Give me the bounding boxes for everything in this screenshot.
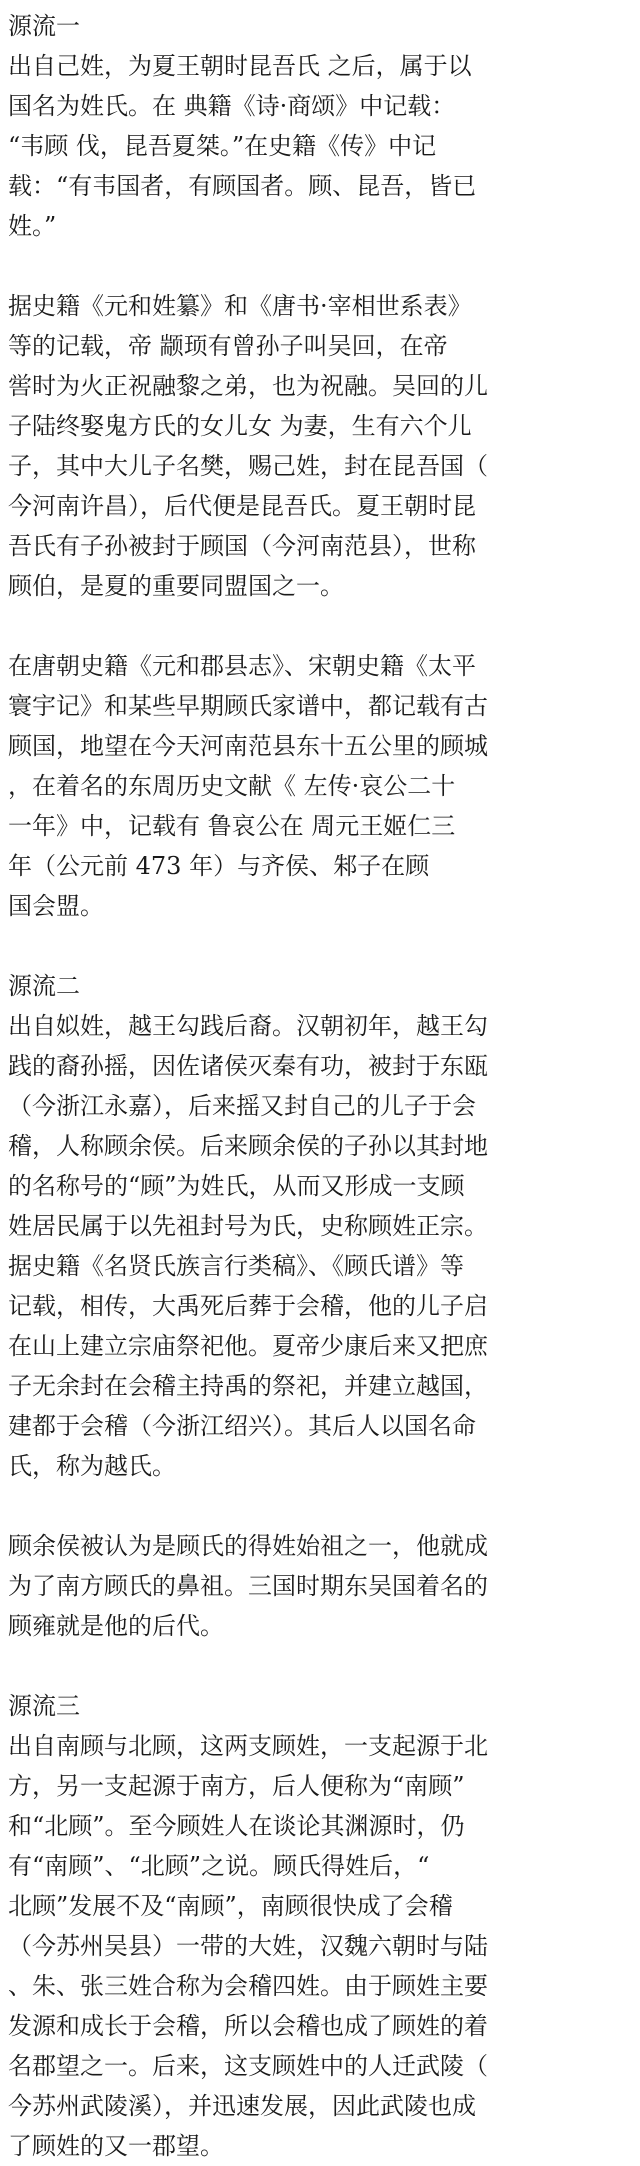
text-line: 国名为姓氏。在 典籍《诗·商颂》中记载： (8, 92, 456, 120)
text-line: 据史籍《元和姓纂》和《唐书·宰相世系表》 (8, 292, 472, 320)
paragraph-gap (8, 606, 632, 646)
text-line: 子无余封在会稽主持禹的祭祀，并建立越国， (8, 1372, 488, 1400)
text-line: 、朱、张三姓合称为会稽四姓。由于顾姓主要 (8, 1972, 488, 2000)
text-line: 子陆终娶鬼方氏的女儿女 为妻，生有六个儿 (8, 412, 472, 440)
text-line: 年（公元前 473 年）与齐侯、邾子在顾 (8, 852, 430, 880)
text-line: 出自南顾与北顾，这两支顾姓，一支起源于北 (8, 1732, 488, 1760)
section-heading: 源流三 (8, 1692, 80, 1720)
text-line: 吾氏有子孙被封于顾国（今河南范县），世称 (8, 532, 476, 560)
text-line: 记载，相传，大禹死后葬于会稽，他的儿子启 (8, 1292, 488, 1320)
text-line: ，在着名的东周历史文献《 左传·哀公二十 (8, 772, 456, 800)
text-line: 寰宇记》和某些早期顾氏家谱中，都记载有古 (8, 692, 488, 720)
text-line: 今河南许昌），后代便是昆吾氏。夏王朝时昆 (8, 492, 476, 520)
section-heading: 源流一 (8, 12, 80, 40)
text-line: 为了南方顾氏的鼻祖。三国时期东吴国着名的 (8, 1572, 488, 1600)
paragraph-gap (8, 246, 632, 286)
section-2 (8, 966, 632, 1646)
text-line: 和“北顾”。至今顾姓人在谈论其渊源时，仍 (8, 1812, 465, 1840)
text-line: 发源和成长于会稽，所以会稽也成了顾姓的着 (8, 2012, 488, 2040)
text-line: 顾国，地望在今天河南范县东十五公里的顾城 (8, 732, 488, 760)
text-line: 姓。” (8, 212, 57, 240)
text-line: 国会盟。 (8, 892, 104, 920)
text-line: 出自姒姓，越王勾践后裔。汉朝初年，越王勾 (8, 1012, 488, 1040)
text-line: 在唐朝史籍《元和郡县志》、宋朝史籍《太平 (8, 652, 476, 680)
text-line: 氏，称为越氏。 (8, 1452, 176, 1480)
text-line: 子，其中大儿子名樊，赐己姓，封在昆吾国（ (8, 452, 488, 480)
text-line: 等的记载，帝 颛顼有曾孙子叫吴回，在帝 (8, 332, 448, 360)
text-line: 名郡望之一。后来，这支顾姓中的人迁武陵（ (8, 2052, 488, 2080)
text-line: 顾伯，是夏的重要同盟国之一。 (8, 572, 344, 600)
text-line: 顾余侯被认为是顾氏的得姓始祖之一，他就成 (8, 1532, 488, 1560)
text-line: 一年》中，记载有 鲁哀公在 周元王姬仁三 (8, 812, 456, 840)
section-gap (8, 1646, 632, 1686)
paragraph (8, 1726, 632, 2166)
text-line: （今苏州吴县）一带的大姓，汉魏六朝时与陆 (8, 1932, 488, 1960)
text-line: 载：“有韦国者，有顾国者。顾、昆吾，皆已 (8, 172, 477, 200)
text-line: （今浙江永嘉），后来摇又封自己的儿子于会 (8, 1092, 476, 1120)
section-gap (8, 926, 632, 966)
text-line: 建都于会稽（今浙江绍兴）。其后人以国名命 (8, 1412, 476, 1440)
section-1 (8, 6, 632, 926)
paragraph (8, 286, 632, 606)
paragraph-gap (8, 1486, 632, 1526)
text-line: 践的裔孙摇，因佐诸侯灭秦有功，被封于东瓯 (8, 1052, 488, 1080)
text-line: 的名称号的“顾”为姓氏，从而又形成一支顾 (8, 1172, 465, 1200)
text-line: 在山上建立宗庙祭祀他。夏帝少康后来又把庶 (8, 1332, 488, 1360)
section-heading: 源流二 (8, 972, 80, 1000)
text-line: “韦顾 伐，昆吾夏桀。”在史籍《传》中记 (8, 132, 437, 160)
text-line: 顾雍就是他的后代。 (8, 1612, 224, 1640)
text-line: 方，另一支起源于南方，后人便称为“南顾” (8, 1772, 465, 1800)
text-line: 出自己姓，为夏王朝时昆吾氏 之后，属于以 (8, 52, 472, 80)
section-3 (8, 1686, 632, 2166)
paragraph (8, 1006, 632, 1486)
paragraph (8, 46, 632, 246)
text-line: 今苏州武陵溪），并迅速发展，因此武陵也成 (8, 2092, 476, 2120)
text-line: 北顾”发展不及“南顾”，南顾很快成了会稽 (8, 1892, 453, 1920)
text-line: 了顾姓的又一郡望。 (8, 2132, 224, 2160)
text-line: 姓居民属于以先祖封号为氏，史称顾姓正宗。 (8, 1212, 488, 1240)
paragraph (8, 1526, 632, 1646)
text-line: 稽，人称顾余侯。后来顾余侯的子孙以其封地 (8, 1132, 488, 1160)
text-line: 喾时为火正祝融黎之弟，也为祝融。吴回的儿 (8, 372, 488, 400)
paragraph (8, 646, 632, 926)
text-line: 据史籍《名贤氏族言行类稿》、《顾氏谱》等 (8, 1252, 464, 1280)
text-line: 有“南顾”、“北顾”之说。顾氏得姓后，“ (8, 1852, 430, 1880)
